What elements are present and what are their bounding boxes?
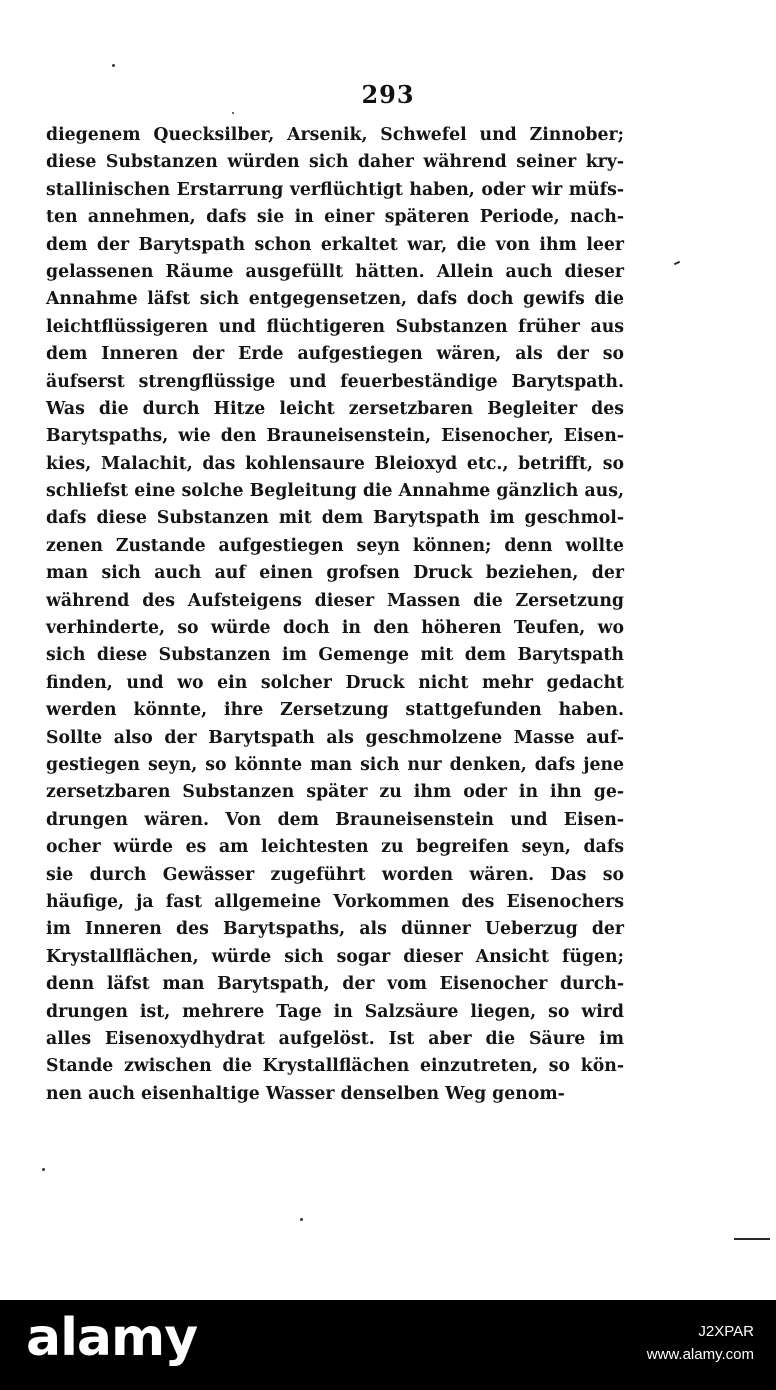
text-line: dafs diese Substanzen mit dem Barytspath im geschmol-: [46, 508, 624, 529]
margin-mark: [674, 261, 680, 265]
text-line: drungen wären. Von dem Brauneisenstein und Eisen-: [46, 809, 624, 830]
text-line: ocher würde es am leichtesten zu begreifen seyn, dafs: [46, 837, 624, 858]
watermark-image-id: J2XPAR: [698, 1323, 754, 1340]
text-line: Krystallflächen, würde sich sogar dieser Ansicht fügen;: [46, 946, 624, 967]
text-line: häufige, ja fast allgemeine Vorkommen des Eisenochers: [46, 891, 624, 912]
text-line: alles Eisenoxydhydrat aufgelöst. Ist aber die Säure im: [46, 1028, 624, 1049]
text-line: diegenem Quecksilber, Arsenik, Schwefel und Zinnober;: [46, 125, 624, 145]
text-line: während des Aufsteigens dieser Massen die Zersetzung: [46, 590, 624, 611]
text-line: kies, Malachit, das kohlensaure Bleioxyd etc., betrifft, so: [46, 453, 624, 474]
page-number: 293: [361, 80, 415, 109]
text-line: ten annehmen, dafs sie in einer späteren Periode, nach-: [46, 207, 624, 228]
text-line: sich diese Substanzen im Gemenge mit dem Barytspath: [46, 645, 624, 666]
scan-speck: [232, 112, 234, 114]
text-line: im Inneren des Barytspaths, als dünner Ueberzug der: [46, 919, 624, 940]
text-line: gestiegen seyn, so könnte man sich nur denken, dafs jene: [46, 754, 624, 775]
text-line: dem Inneren der Erde aufgestiegen wären, als der so: [46, 344, 624, 365]
text-line: gelassenen Räume ausgefüllt hätten. Allein auch dieser: [46, 261, 624, 282]
text-line: werden könnte, ihre Zersetzung stattgefunden haben.: [46, 700, 624, 721]
text-line: äufserst strengflüssige und feuerbeständige Barytspath.: [46, 371, 624, 392]
watermark-logo: alamy: [26, 1308, 198, 1368]
text-line: verhinderte, so würde doch in den höheren Teufen, wo: [46, 618, 624, 639]
text-line: zersetzbaren Substanzen später zu ihm oder in ihn ge-: [46, 782, 624, 803]
text-line: dem der Barytspath schon erkaltet war, die von ihm leer: [46, 234, 624, 255]
scan-speck: [42, 1168, 45, 1171]
text-line: drungen ist, mehrere Tage in Salzsäure liegen, so wird: [46, 1001, 624, 1022]
text-line: finden, und wo ein solcher Druck nicht mehr gedacht: [46, 672, 624, 693]
text-line: man sich auch auf einen grofsen Druck beziehen, der: [46, 563, 624, 584]
text-line-last: nen auch eisenhaltige Wasser denselben Weg genom-: [46, 1083, 565, 1104]
text-line: Barytspaths, wie den Brauneisenstein, Eisenocher, Eisen-: [46, 426, 624, 447]
scan-speck: [300, 1218, 303, 1221]
text-line: Was die durch Hitze leicht zersetzbaren Begleiter des: [46, 398, 624, 419]
text-line: Annahme läfst sich entgegensetzen, dafs doch gewifs die: [46, 289, 624, 310]
body-text: [46, 122, 624, 1108]
text-line: Sollte also der Barytspath als geschmolzene Masse auf-: [46, 727, 624, 748]
text-line: schliefst eine solche Begleitung die Annahme gänzlich aus,: [46, 481, 624, 502]
margin-mark: [734, 1238, 770, 1240]
text-line: zenen Zustande aufgestiegen seyn können; denn wollte: [46, 535, 624, 556]
text-line: diese Substanzen würden sich daher während seiner kry-: [46, 152, 624, 173]
scan-speck: [112, 64, 115, 67]
text-line: stallinischen Erstarrung verflüchtigt haben, oder wir müfs-: [46, 179, 624, 200]
text-line: Stande zwischen die Krystallflächen einzutreten, so kön-: [46, 1056, 624, 1077]
text-line: denn läfst man Barytspath, der vom Eisenocher durch-: [46, 974, 624, 995]
text-line: leichtflüssigeren und flüchtigeren Substanzen früher aus: [46, 316, 624, 337]
text-line: sie durch Gewässer zugeführt worden wären. Das so: [46, 864, 624, 885]
watermark-url: www.alamy.com: [646, 1346, 754, 1363]
